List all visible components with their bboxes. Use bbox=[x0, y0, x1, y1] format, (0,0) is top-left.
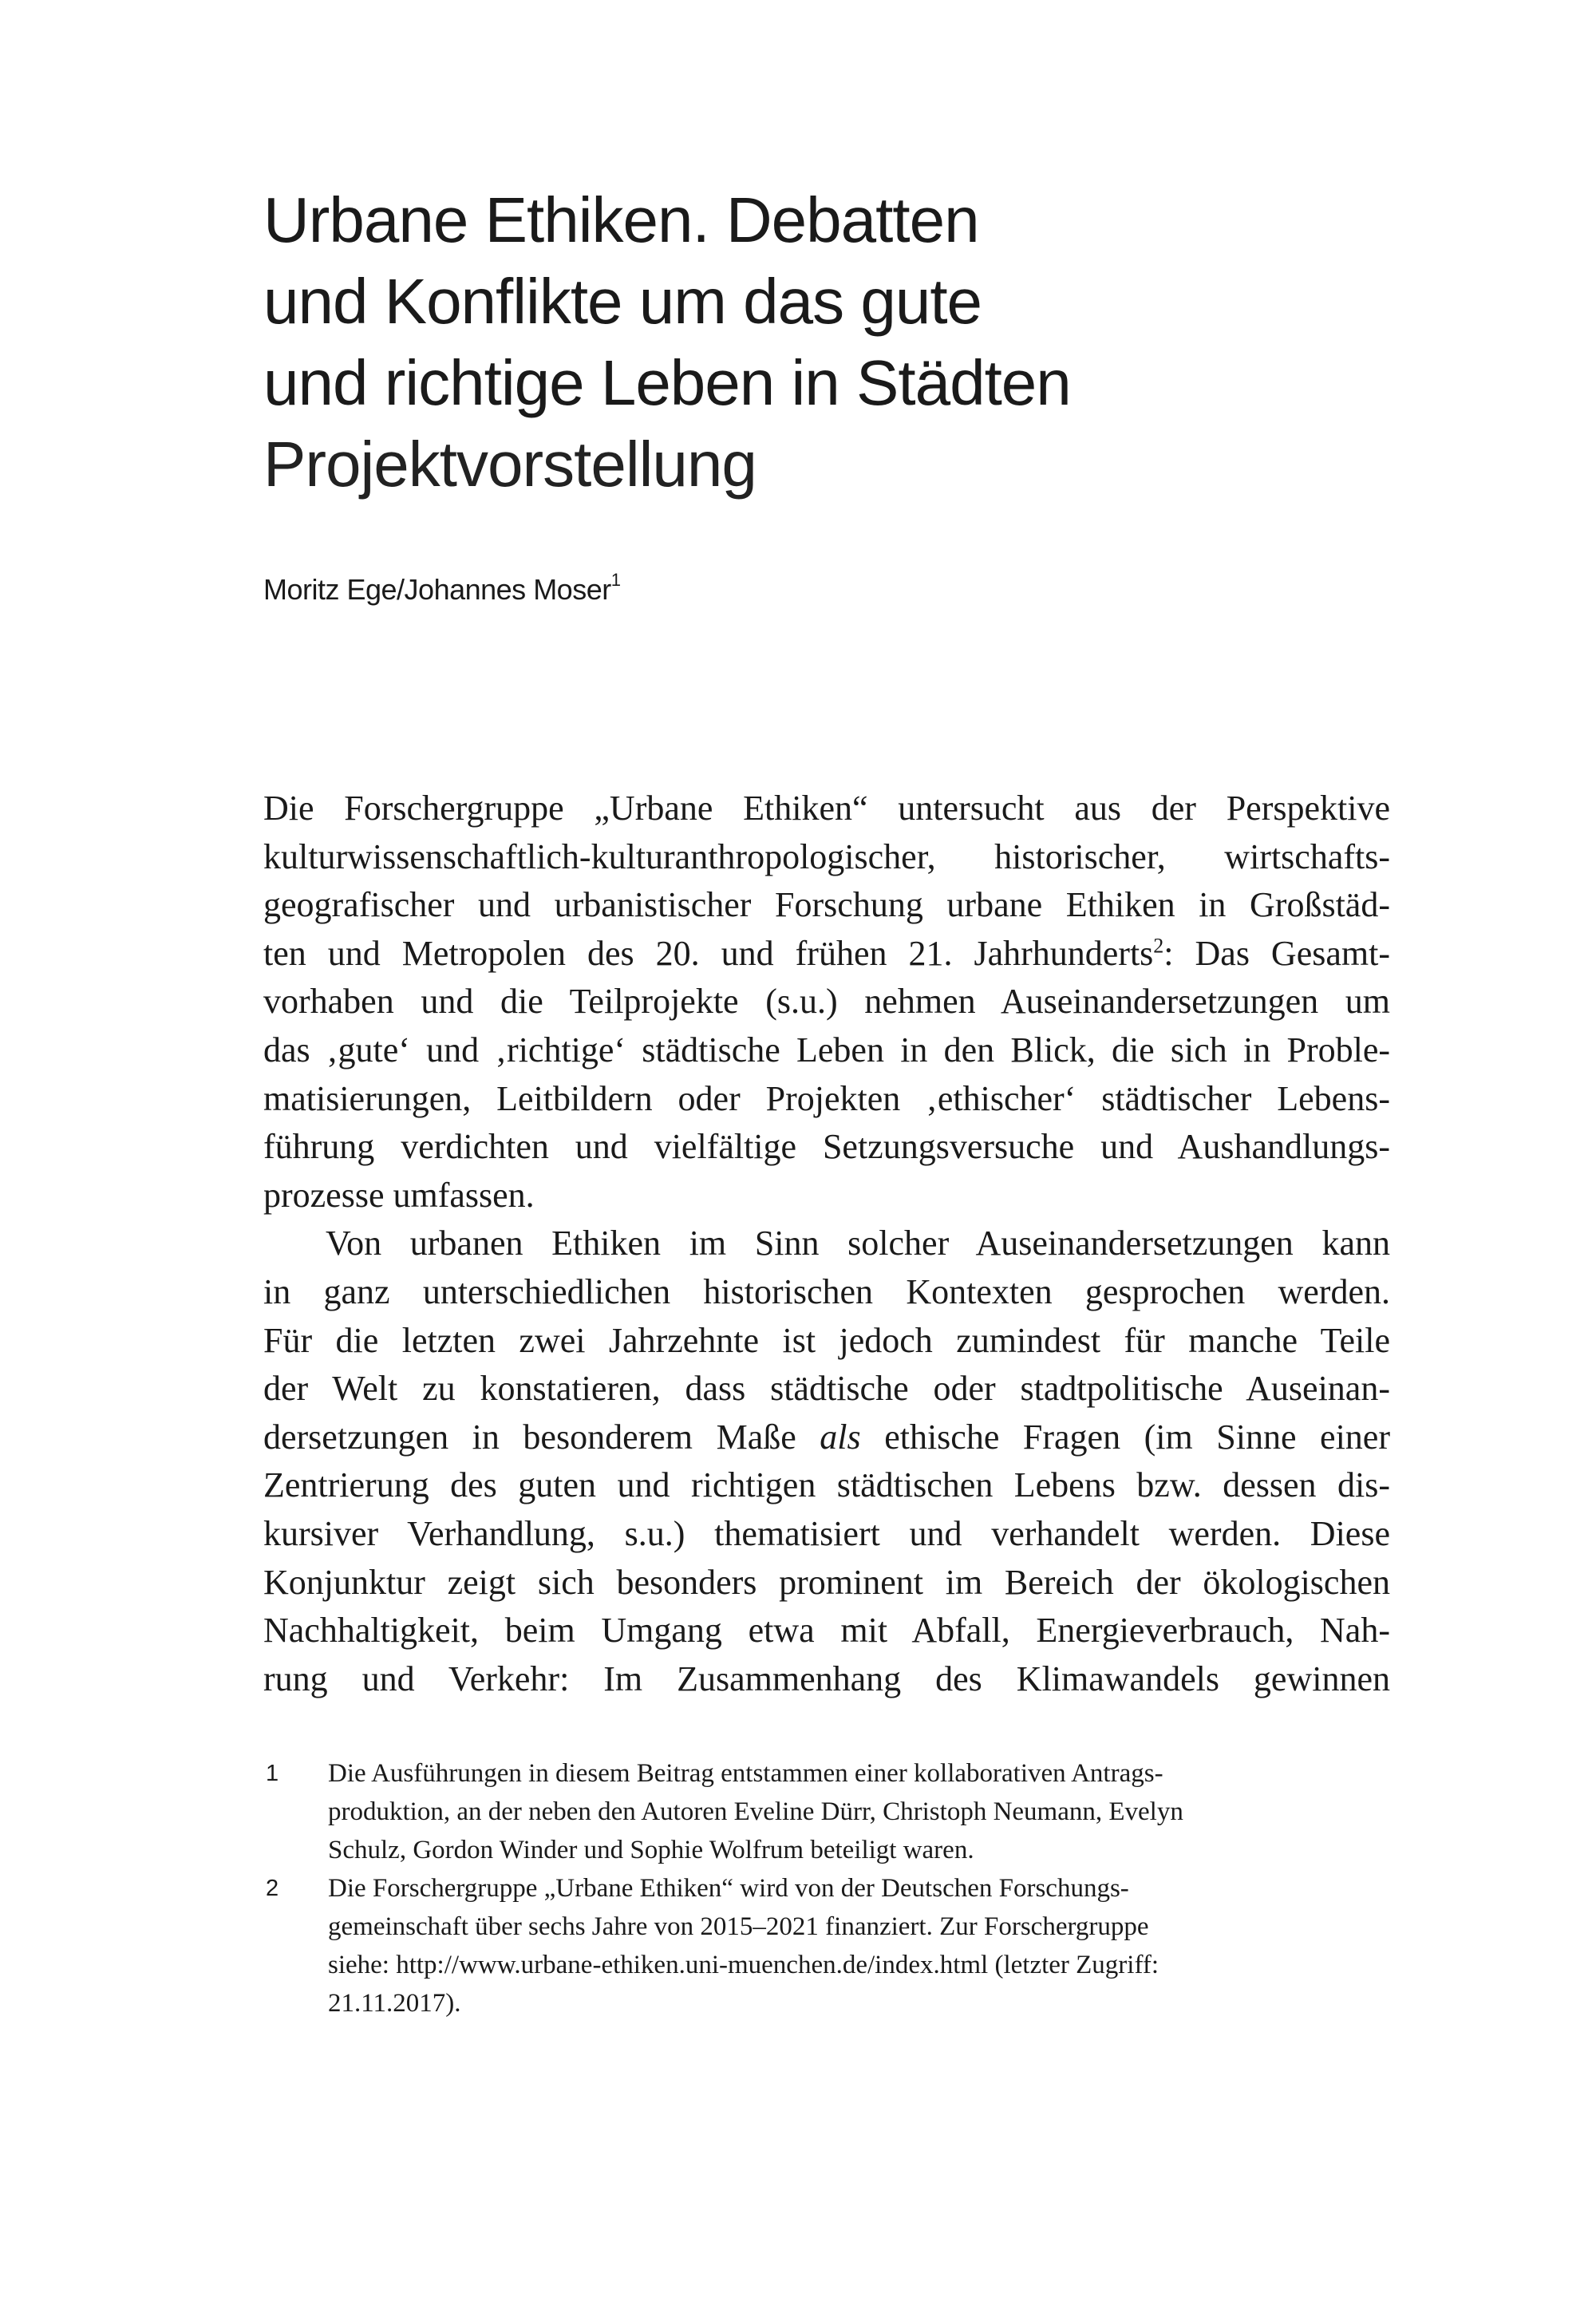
text-line: der Welt zu konstatieren, dass städtische oder stadtpolitische Auseinan- bbox=[263, 1369, 1390, 1409]
text-line: Für die letzten zwei Jahrzehnte ist jedoch zumindest für manche Teile bbox=[263, 1320, 1390, 1360]
text-segment: ethische Fragen (im Sinne einer bbox=[860, 1417, 1390, 1457]
text-line: Konjunktur zeigt sich besonders prominent im Bereich der ökologischen bbox=[263, 1562, 1390, 1602]
footnote-ref[interactable]: 2 bbox=[1153, 934, 1164, 958]
text-line: prozesse umfassen. bbox=[263, 1175, 535, 1215]
text-line: in ganz unterschiedlichen historischen Kontexten gesprochen werden. bbox=[263, 1271, 1390, 1311]
text-segment: : Das Gesamt- bbox=[1163, 933, 1390, 973]
text-line: geografischer und urbanistischer Forschung urbane Ethiken in Großstäd- bbox=[263, 885, 1390, 925]
text-segment: ten und Metropolen des 20. und frühen 21. Jahrhunderts bbox=[263, 933, 1154, 973]
footnote-line: Schulz, Gordon Winder und Sophie Wolfrum beteiligt waren. bbox=[328, 1836, 974, 1864]
footnotes bbox=[263, 1754, 1390, 2022]
text-segment: dersetzungen in besonderem Maße bbox=[263, 1417, 820, 1457]
text-line: führung verdichten und vielfältige Setzungsversuche und Aushandlungs- bbox=[263, 1127, 1390, 1167]
article-subtitle: Projektvorstellung bbox=[263, 429, 757, 500]
text-line: rung und Verkehr: Im Zusammenhang des Klimawandels gewinnen bbox=[263, 1659, 1390, 1698]
footnote-line: Die Ausführungen in diesem Beitrag entstammen einer kollaborativen Antrags- bbox=[328, 1759, 1163, 1788]
text-line: das ‚gute‘ und ‚richtige‘ städtische Leben in den Blick, die sich in Proble- bbox=[263, 1030, 1390, 1069]
paragraph-2 bbox=[263, 1220, 1390, 1703]
text-line: Nachhaltigkeit, beim Umgang etwa mit Abfall, Energieverbrauch, Nah- bbox=[263, 1611, 1390, 1651]
author-names: Moritz Ege/Johannes Moser bbox=[263, 573, 611, 606]
title-line: und richtige Leben in Städten bbox=[263, 347, 1071, 418]
paragraph-1 bbox=[263, 785, 1390, 1220]
footnote-url-line[interactable]: siehe: http://www.urbane-ethiken.uni-muenchen.de/index.html (letzter Zugriff: bbox=[328, 1951, 1159, 1979]
title-line: Urbane Ethiken. Debatten bbox=[263, 184, 979, 255]
footnote-line: produktion, an der neben den Autoren Eveline Dürr, Christoph Neumann, Evelyn bbox=[328, 1797, 1183, 1826]
text-line: Zentrierung des guten und richtigen städtischen Lebens bzw. dessen dis- bbox=[263, 1465, 1390, 1505]
text-line: Von urbanen Ethiken im Sinn solcher Auseinandersetzungen kann bbox=[326, 1224, 1390, 1263]
footnote-2 bbox=[263, 1869, 1390, 2022]
text-line: Die Forschergruppe „Urbane Ethiken“ untersucht aus der Perspektive bbox=[263, 789, 1390, 828]
footnote-line: 21.11.2017). bbox=[328, 1989, 461, 2018]
title-line: und Konflikte um das gute bbox=[263, 266, 982, 337]
author-line bbox=[263, 570, 621, 607]
text-line: kursiver Verhandlung, s.u.) thematisiert und verhandelt werden. Diese bbox=[263, 1513, 1390, 1553]
footnote-ref[interactable]: 1 bbox=[610, 570, 621, 590]
text-line: matisierungen, Leitbildern oder Projekten ‚ethischer‘ städtischer Lebens- bbox=[263, 1078, 1390, 1118]
text-line: kulturwissenschaftlich-kulturanthropologischer, historischer, wirtschafts- bbox=[263, 836, 1390, 876]
footnote-number: 2 bbox=[266, 1876, 279, 1901]
footnote-line: gemeinschaft über sechs Jahre von 2015–2021 finanziert. Zur Forschergruppe bbox=[328, 1912, 1149, 1941]
article-title bbox=[263, 180, 1071, 505]
italic-emphasis: als bbox=[820, 1417, 861, 1457]
body-text bbox=[263, 785, 1390, 1703]
text-line: vorhaben und die Teilprojekte (s.u.) nehmen Auseinandersetzungen um bbox=[263, 982, 1390, 1022]
text-line bbox=[263, 930, 1390, 979]
footnote-number: 1 bbox=[266, 1761, 279, 1786]
footnote-1 bbox=[263, 1754, 1390, 1869]
text-line bbox=[263, 1413, 1390, 1462]
footnote-line: Die Forschergruppe „Urbane Ethiken“ wird von der Deutschen Forschungs- bbox=[328, 1874, 1129, 1903]
